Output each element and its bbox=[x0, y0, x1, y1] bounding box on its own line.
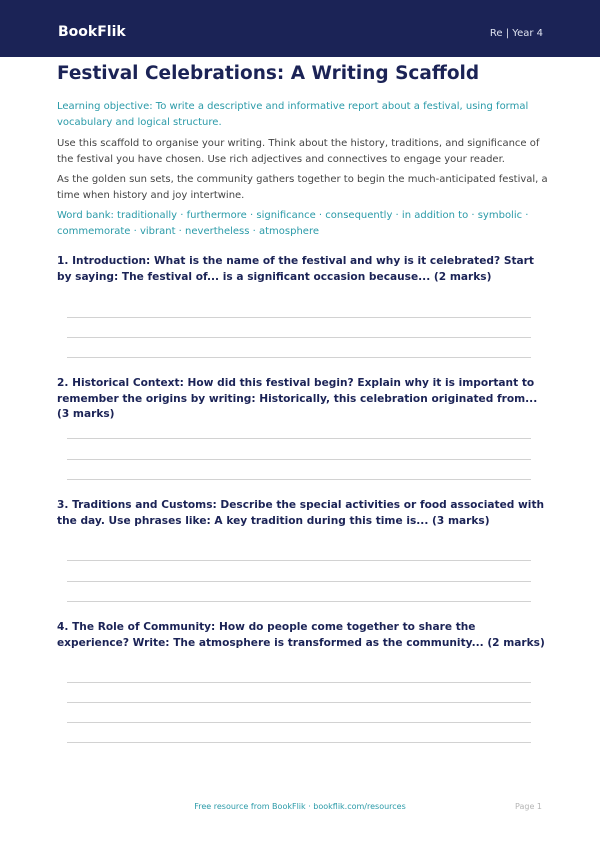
question-3: 3. Traditions and Customs: Describe the special activities or food associated with the day. Use phrases like: A key tradition during this time is... (3 marks) bbox=[57, 499, 545, 527]
answer-line[interactable] bbox=[67, 459, 531, 460]
question-1: 1. Introduction: What is the name of the festival and why is it celebrated? Start by saying: The festival of... is a significant occasion because... (2 marks) bbox=[57, 255, 534, 283]
answer-line[interactable] bbox=[67, 581, 531, 582]
answer-line[interactable] bbox=[67, 337, 531, 338]
page-number: Page 1 bbox=[515, 802, 542, 811]
answer-line[interactable] bbox=[67, 722, 531, 723]
learning-objective: Learning objective: To write a descriptive and informative report about a festival, using formal vocabulary and logical structure. bbox=[57, 101, 529, 128]
word-bank: Word bank: traditionally · furthermore · significance · consequently · in addition to · symbolic · commemorate · vibrant · nevertheless · atmosphere bbox=[57, 210, 529, 237]
worksheet-title: Festival Celebrations: A Writing Scaffold bbox=[57, 63, 480, 84]
question-4: 4. The Role of Community: How do people come together to share the experience? Write: The atmosphere is transformed as the community... (2 marks) bbox=[57, 621, 545, 649]
brand-logo: BookFlik bbox=[58, 24, 126, 40]
answer-line[interactable] bbox=[67, 560, 531, 561]
answer-line[interactable] bbox=[67, 357, 531, 358]
page-header bbox=[0, 0, 600, 57]
answer-line[interactable] bbox=[67, 682, 531, 683]
question-2: 2. Historical Context: How did this festival begin? Explain why it is important to remember the origins by writing: Historically, this celebration originated from... (3 marks) bbox=[57, 377, 538, 420]
answer-line[interactable] bbox=[67, 601, 531, 602]
footer-credit: Free resource from BookFlik · bookflik.com/resources bbox=[194, 802, 406, 811]
model-sentence: As the golden sun sets, the community gathers together to begin the much-anticipated festival, a time when history and joy intertwine. bbox=[57, 174, 548, 201]
answer-line[interactable] bbox=[67, 317, 531, 318]
answer-line[interactable] bbox=[67, 742, 531, 743]
answer-line[interactable] bbox=[67, 479, 531, 480]
answer-line[interactable] bbox=[67, 702, 531, 703]
answer-line[interactable] bbox=[67, 438, 531, 439]
header-meta: Re | Year 4 bbox=[489, 28, 543, 39]
instructions: Use this scaffold to organise your writing. Think about the history, traditions, and significance of the festival you have chosen. Use rich adjectives and connectives to engage your reader. bbox=[57, 138, 540, 165]
